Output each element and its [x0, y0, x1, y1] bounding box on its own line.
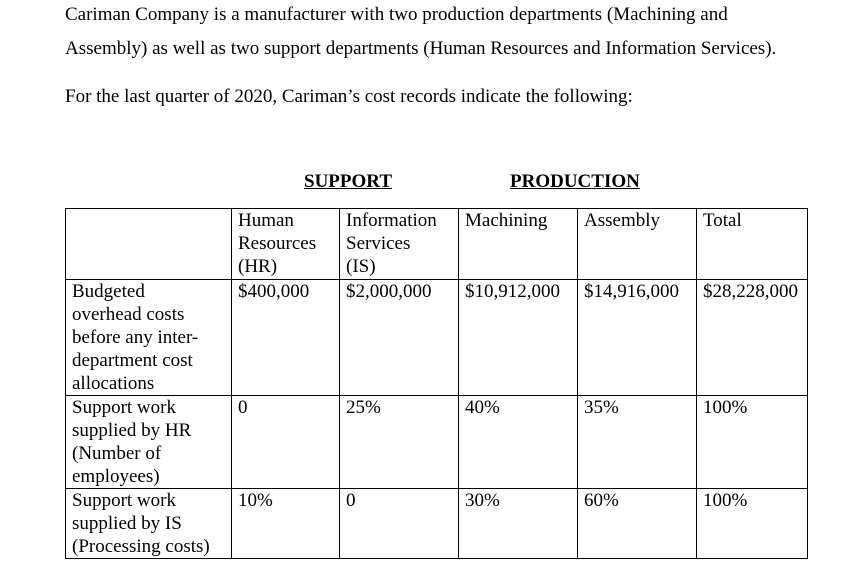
header-is-line: Services	[346, 233, 411, 254]
cell-machining: 30%	[459, 489, 578, 559]
cell-total: $28,228,000	[697, 280, 808, 396]
support-group-heading: SUPPORT	[304, 171, 393, 192]
row-label-line: (Processing costs)	[72, 536, 210, 557]
cell-hr: 0	[232, 396, 340, 489]
row-label-line: Support work	[72, 397, 176, 418]
table-row	[66, 280, 808, 396]
cell-is: 25%	[340, 396, 459, 489]
cost-table	[65, 208, 808, 559]
row-label-line: (Number of	[72, 443, 162, 464]
table-header-row	[66, 209, 808, 280]
row-label-line: Support work	[72, 490, 176, 511]
intro-line-1: Cariman Company is a manufacturer with two production departments (Machining and	[65, 4, 728, 25]
header-hr-line: (HR)	[238, 256, 278, 277]
row-label-line: before any inter-	[72, 327, 199, 348]
header-hr-line: Resources	[238, 233, 317, 254]
row-label-line: department cost	[72, 350, 193, 371]
row-label-line: allocations	[72, 373, 155, 394]
cell-hr: 10%	[232, 489, 340, 559]
cell-hr: $400,000	[232, 280, 340, 396]
header-is	[340, 209, 459, 280]
header-is-line: (IS)	[346, 256, 376, 277]
intro-line-2: Assembly) as well as two support departments (Human Resources and Information Services).	[65, 38, 777, 59]
row-label	[66, 489, 232, 559]
row-label-line: Budgeted	[72, 281, 145, 302]
header-is-line: Information	[346, 210, 437, 231]
production-group-heading: PRODUCTION	[510, 171, 640, 192]
row-label-line: overhead costs	[72, 304, 185, 325]
cell-is: 0	[340, 489, 459, 559]
header-total: Total	[697, 209, 808, 280]
row-label-line: supplied by HR	[72, 420, 192, 441]
row-label	[66, 280, 232, 396]
header-empty-cell	[66, 209, 232, 280]
cell-assembly: 60%	[578, 489, 697, 559]
intro-line-3: For the last quarter of 2020, Cariman’s cost records indicate the following:	[65, 86, 633, 107]
header-assembly: Assembly	[578, 209, 697, 280]
row-label-line: employees)	[72, 466, 160, 487]
cell-assembly: 35%	[578, 396, 697, 489]
row-label	[66, 396, 232, 489]
cell-total: 100%	[697, 396, 808, 489]
row-label-line: supplied by IS	[72, 513, 182, 534]
cell-is: $2,000,000	[340, 280, 459, 396]
cell-assembly: $14,916,000	[578, 280, 697, 396]
table-row	[66, 489, 808, 559]
header-hr-line: Human	[238, 210, 294, 231]
header-hr	[232, 209, 340, 280]
cell-machining: 40%	[459, 396, 578, 489]
cell-total: 100%	[697, 489, 808, 559]
header-machining: Machining	[459, 209, 578, 280]
table-row	[66, 396, 808, 489]
cell-machining: $10,912,000	[459, 280, 578, 396]
